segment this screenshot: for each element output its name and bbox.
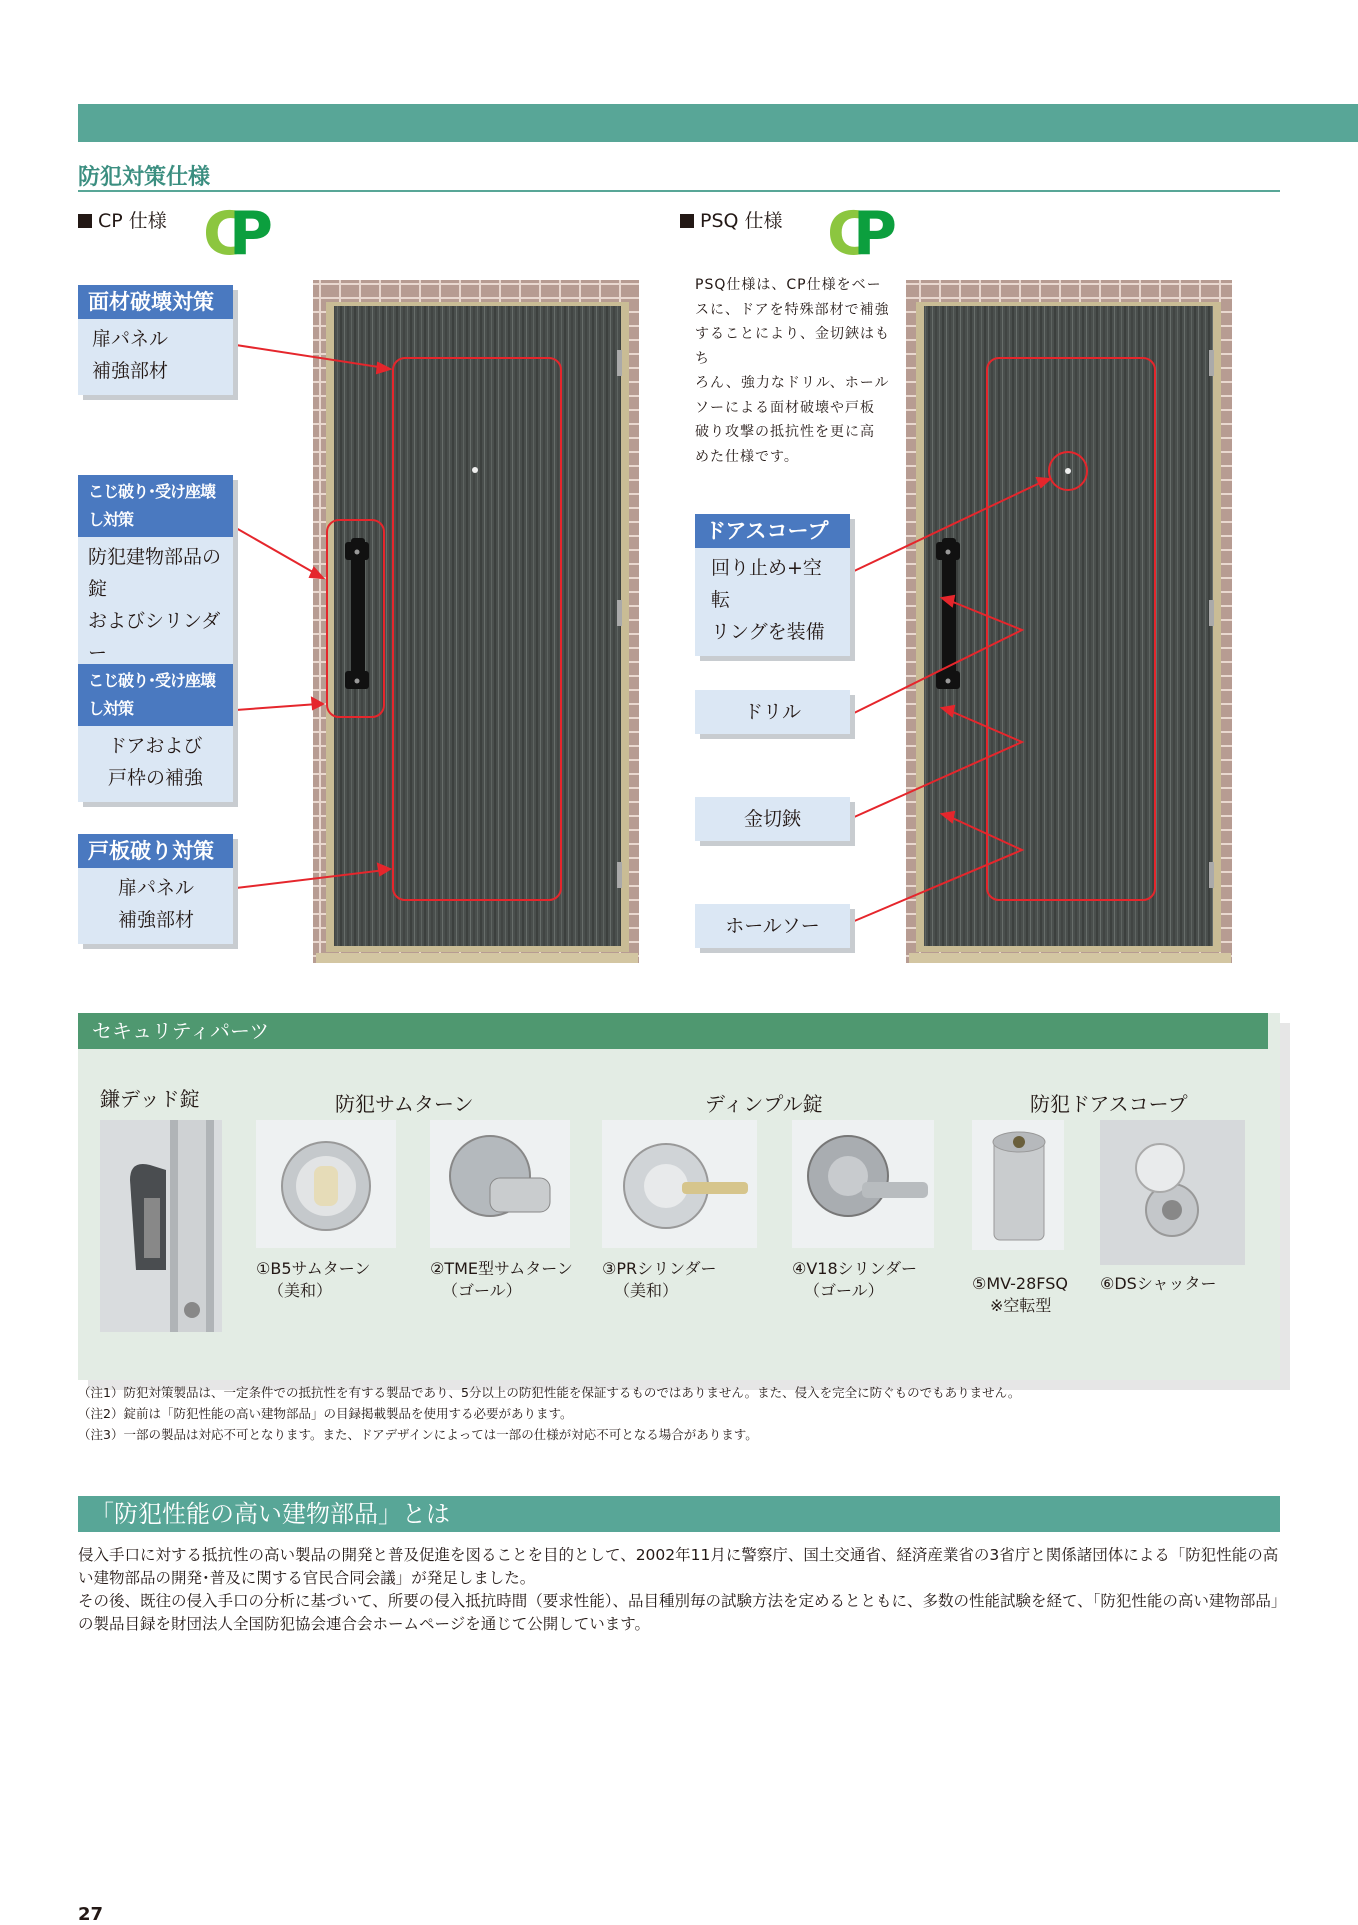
label-head: 戸板破り対策	[78, 834, 233, 868]
caption-mv28fsq: ⑤MV-28FSQ ※空転型	[972, 1274, 1068, 1315]
group-kama-dead: 鎌デッド錠	[100, 1087, 200, 1111]
about-paragraph: 侵入手口に対する抵抗性の高い製品の開発と普及促進を図ることを目的として、2002年11月に警察庁、国土交通省、経済産業省の3省庁と関係諸団体による「防犯性能の高い建物部品の開発･普及に関する官民合同会議」が発足しました。	[78, 1546, 1279, 1587]
cp-logo: CP	[203, 199, 256, 269]
label-line: およびシリンダー	[88, 610, 221, 664]
caption-pr: ③PRシリンダー （美和）	[602, 1259, 717, 1300]
label-pry-frame	[78, 664, 233, 802]
caption-ds-shutter: ⑥DSシャッター	[1100, 1274, 1217, 1293]
b5-thumbturn-image	[256, 1120, 396, 1248]
group-thumbturn: 防犯サムターン	[335, 1092, 474, 1116]
label-head: こじ破り･受け座壊し対策	[78, 475, 233, 537]
kama-dead-lock-image	[100, 1120, 222, 1332]
cp-door	[313, 280, 639, 963]
label-line: ドアおよび	[108, 735, 203, 757]
page-number: 27	[78, 1904, 104, 1925]
label-panel-destruction	[78, 285, 233, 395]
label-line: 補強部材	[92, 360, 169, 382]
mv28fsq-scope-image	[972, 1120, 1064, 1250]
psq-door	[906, 280, 1232, 963]
label-line: 防犯建物部品の錠	[88, 546, 222, 600]
label-head: こじ破り･受け座壊し対策	[78, 664, 233, 726]
note-line: （注2）錠前は「防犯性能の高い建物部品」の目録掲載製品を使用する必要があります。	[78, 1406, 573, 1421]
label-head: 面材破壊対策	[78, 285, 233, 319]
cp-spec-heading: CP 仕様	[78, 206, 167, 233]
caption-b5: ①B5サムターン （美和）	[256, 1259, 371, 1300]
tme-thumbturn-image	[430, 1120, 570, 1248]
label-board-break	[78, 834, 233, 944]
label-line: リングを装備	[711, 621, 825, 643]
about-paragraph: その後、既往の侵入手口の分析に基づいて、所要の侵入抵抗時間（要求性能）、品目種別毎の試験方法を定めるとともに、多数の性能試験を経て、「防犯性能の高い建物部品」の製品目録を財団法人全国防犯協会連合会ホームページを通じて公開しています。	[78, 1592, 1279, 1633]
security-parts-title: セキュリティパーツ	[78, 1013, 1268, 1049]
pr-cylinder-image	[602, 1120, 757, 1248]
about-body	[78, 1544, 1280, 1636]
label-door-scope	[695, 514, 850, 656]
label-pry-lock	[78, 475, 233, 677]
section-title: 防犯対策仕様	[78, 165, 211, 190]
psq-spec-heading: PSQ 仕様	[680, 206, 783, 233]
note-line: （注3）一部の製品は対応不可となります。また、ドアデザインによっては一部の仕様が対応不可となる場合があります。	[78, 1427, 758, 1442]
top-band	[78, 104, 1358, 142]
psq-cp-logo: CP	[827, 199, 880, 269]
label-line: 戸枠の補強	[108, 767, 204, 789]
label-head: ドアスコープ	[695, 514, 850, 548]
about-title: 「防犯性能の高い建物部品」とは	[78, 1496, 1280, 1532]
label-line: 補強部材	[118, 909, 195, 931]
caption-tme: ②TME型サムターン （ゴール）	[430, 1259, 573, 1300]
note-line: （注1）防犯対策製品は、一定条件での抵抗性を有する製品であり、5分以上の防犯性能を保証するものではありません。また、侵入を完全に防ぐものでもありません。	[78, 1385, 1021, 1400]
label-line: 回り止め+空転	[711, 557, 822, 611]
section-rule	[78, 190, 1280, 192]
label-line: 扉パネル	[92, 328, 169, 350]
label-drill: ドリル	[695, 690, 850, 734]
ds-shutter-image	[1100, 1120, 1245, 1265]
group-door-scope: 防犯ドアスコープ	[1030, 1092, 1188, 1116]
label-line: 扉パネル	[118, 877, 195, 899]
notes	[78, 1382, 1280, 1445]
caption-v18: ④V18シリンダー （ゴール）	[792, 1259, 918, 1300]
label-metal-shears: 金切鋏	[695, 797, 850, 841]
group-dimple: ディンプル錠	[705, 1092, 823, 1116]
label-hole-saw: ホールソー	[695, 904, 850, 948]
psq-description: PSQ仕様は、CP仕様をベー スに、ドアを特殊部材で補強 することにより、金切鋏はもち ろん、強力なドリル、ホール ソーによる面材破壊や戸板 破り攻撃の抵抗性を更に高 めた仕様です。	[695, 277, 890, 465]
v18-cylinder-image	[792, 1120, 934, 1248]
